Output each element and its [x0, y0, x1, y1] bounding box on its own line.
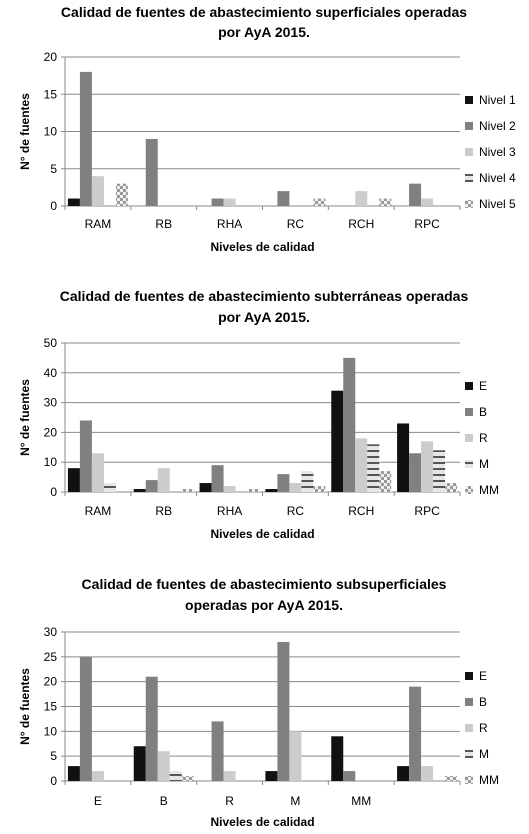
legend-swatch	[465, 200, 473, 208]
x-tick-label: RC	[286, 217, 305, 231]
x-axis-title: Niveles de calidad	[210, 527, 315, 541]
chart-3	[18, 576, 499, 829]
x-tick-label: RCH	[348, 504, 375, 518]
x-tick-label: MM	[351, 794, 372, 808]
bar	[277, 474, 289, 492]
y-tick-label: 15	[43, 699, 57, 714]
x-tick-label: RC	[286, 504, 305, 518]
x-tick-label: RHA	[216, 504, 243, 518]
legend-label: E	[479, 379, 488, 393]
bar	[343, 358, 355, 492]
legend-label: MM	[479, 773, 499, 787]
bar	[265, 771, 277, 781]
bar	[301, 471, 313, 492]
legend-swatch	[465, 408, 473, 416]
legend-swatch	[465, 750, 473, 758]
y-tick-label: 0	[50, 774, 57, 788]
bar	[224, 771, 236, 781]
bar	[331, 391, 343, 492]
bar	[445, 483, 457, 492]
x-axis-title: Niveles de calidad	[210, 815, 315, 829]
y-axis-title: N° de fuentes	[18, 93, 32, 170]
legend-swatch	[465, 724, 473, 732]
bar	[182, 489, 194, 492]
bar	[68, 199, 80, 206]
bar	[409, 453, 421, 492]
bar	[200, 483, 212, 492]
bar	[146, 480, 158, 492]
bar	[80, 420, 92, 492]
x-tick-label: RB	[155, 217, 173, 231]
y-tick-label: 5	[50, 161, 57, 176]
y-tick-label: 20	[43, 674, 57, 689]
y-tick-label: 30	[43, 625, 57, 639]
y-tick-label: 10	[43, 455, 57, 470]
bar	[80, 657, 92, 781]
chart-title-line: Calidad de fuentes de abastecimiento subterráneas operadas	[59, 288, 469, 304]
y-tick-label: 20	[43, 50, 57, 64]
bar	[158, 468, 170, 492]
x-tick-label: RPC	[414, 217, 440, 231]
x-tick-label: RHA	[216, 217, 243, 231]
legend-swatch	[465, 434, 473, 442]
x-axis-title: Niveles de calidad	[210, 240, 315, 254]
bar	[277, 642, 289, 781]
legend-label: B	[479, 405, 488, 419]
bar	[421, 441, 433, 492]
bar	[355, 438, 367, 492]
legend-label: Nivel 3	[479, 145, 516, 159]
bar	[248, 489, 260, 492]
bar	[289, 731, 301, 781]
legend-swatch	[465, 672, 473, 680]
bar	[421, 199, 433, 206]
legend-label: M	[479, 747, 489, 761]
bar	[343, 771, 355, 781]
bar	[265, 489, 277, 492]
bar	[80, 72, 92, 206]
legend-swatch	[465, 174, 473, 182]
y-tick-label: 20	[43, 425, 57, 440]
y-tick-label: 5	[50, 749, 57, 764]
y-axis-title: N° de fuentes	[18, 379, 32, 456]
x-tick-label: B	[159, 794, 168, 808]
legend-label: M	[479, 457, 489, 471]
bar	[224, 486, 236, 492]
bar	[146, 139, 158, 206]
bar	[212, 199, 224, 206]
bar	[367, 444, 379, 492]
legend-label: Nivel 2	[479, 119, 516, 133]
bar	[277, 191, 289, 206]
bar	[170, 771, 182, 781]
bar	[379, 471, 391, 492]
bar	[116, 184, 128, 206]
bar	[397, 423, 409, 492]
bar	[421, 766, 433, 781]
chart-2	[18, 288, 499, 541]
bar	[212, 465, 224, 492]
bar	[331, 736, 343, 781]
y-axis-title: N° de fuentes	[18, 668, 32, 745]
bar	[68, 766, 80, 781]
legend-swatch	[465, 460, 473, 468]
bar	[92, 771, 104, 781]
legend-swatch	[465, 776, 473, 784]
legend-label: E	[479, 669, 488, 683]
chart-title-line: Calidad de fuentes de abastecimiento superficiales operadas	[60, 4, 468, 20]
legend-swatch	[465, 698, 473, 706]
bar	[433, 450, 445, 492]
legend-swatch	[465, 96, 473, 104]
legend-label: R	[479, 721, 488, 735]
bar	[379, 199, 391, 206]
bar	[146, 677, 158, 781]
legend-label: MM	[479, 483, 499, 497]
x-tick-label: RCH	[348, 217, 375, 231]
chart-title-line: por AyA 2015.	[218, 24, 310, 40]
legend-label: B	[479, 695, 488, 709]
y-tick-label: 25	[43, 649, 57, 664]
x-tick-label: RPC	[414, 504, 440, 518]
bar	[445, 776, 457, 781]
x-tick-label: E	[93, 794, 102, 808]
y-tick-label: 40	[43, 365, 57, 380]
x-tick-label: RAM	[84, 217, 112, 231]
bar	[182, 776, 194, 781]
bar	[224, 199, 236, 206]
bar	[134, 489, 146, 492]
legend-swatch	[465, 486, 473, 494]
y-tick-label: 0	[50, 485, 57, 499]
x-tick-label: M	[290, 794, 301, 808]
legend-label: Nivel 1	[479, 93, 516, 107]
bar	[92, 176, 104, 206]
bar	[397, 766, 409, 781]
bar	[92, 453, 104, 492]
legend-label: Nivel 4	[479, 171, 516, 185]
legend-label: Nivel 5	[479, 197, 516, 211]
bar	[355, 191, 367, 206]
legend-swatch	[465, 148, 473, 156]
bar	[158, 751, 170, 781]
x-tick-label: R	[225, 794, 234, 808]
bar	[212, 721, 224, 781]
bar	[68, 468, 80, 492]
y-tick-label: 15	[43, 87, 57, 102]
chart-title-line: por AyA 2015.	[218, 309, 310, 325]
y-tick-label: 50	[43, 336, 57, 350]
bar	[409, 184, 421, 206]
y-tick-label: 30	[43, 395, 57, 410]
chart-title-line: Calidad de fuentes de abastecimiento subsuperficiales	[81, 576, 447, 592]
y-tick-label: 10	[43, 124, 57, 139]
bar	[289, 483, 301, 492]
legend-swatch	[465, 382, 473, 390]
bar	[104, 483, 116, 492]
legend-swatch	[465, 122, 473, 130]
bar	[409, 687, 421, 781]
chart-title-line: operadas por AyA 2015.	[185, 597, 343, 613]
legend-label: R	[479, 431, 488, 445]
bar	[134, 746, 146, 781]
chart-1	[18, 4, 516, 254]
y-tick-label: 10	[43, 724, 57, 739]
bar	[313, 199, 325, 206]
x-tick-label: RB	[155, 504, 173, 518]
x-tick-label: RAM	[84, 504, 112, 518]
bar	[313, 486, 325, 492]
y-tick-label: 0	[50, 199, 57, 213]
